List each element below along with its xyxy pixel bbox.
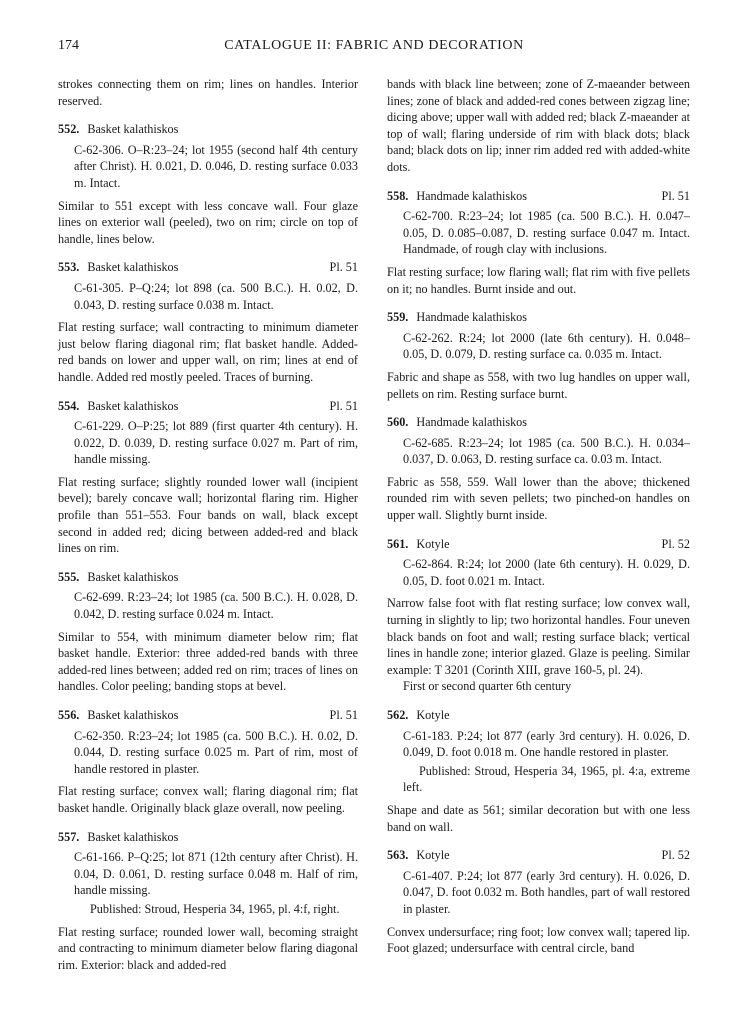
entry-title: Basket kalathiskos — [87, 260, 179, 275]
entry-inventory-data: C-62-306. O–R:23–24; lot 1955 (second half 4th century after Christ). H. 0.021, D. 0.046, D. resting surface 0.033 m. Intact. — [74, 142, 358, 190]
plate-reference: Pl. 51 — [329, 398, 358, 413]
entry-heading — [58, 829, 358, 846]
entry-title: Handmade kalathiskos — [416, 188, 528, 203]
entry-title: Handmade kalathiskos — [416, 310, 528, 325]
entry-description: Flat resting surface; wall contracting to minimum diameter just below flaring diagonal rim; flat basket handle. Added-red bands on lower and upper wall, on rim; lines at end of handle. Added red mostly peeled. Traces of burning. — [58, 320, 358, 384]
entry-inventory-data: C-62-700. R:23–24; lot 1985 (ca. 500 B.C.). H. 0.047–0.05, D. 0.085–0.087, D. resting surface 0.047 m. Intact. Handmade, of rough clay with inclusions. — [403, 209, 690, 257]
entry-description: Narrow false foot with flat resting surface; low convex wall, turning in slightly to lip; two horizontal handles. Four uneven black bands on foot and wall; resting surface black; vertical lines in handle zone; interior glazed. Glaze is peeling. Similar example: T 3201 (Corinth XIII, grave 160-5, pl. 24). — [387, 596, 690, 677]
entry-number: 555. — [58, 569, 80, 584]
entry-description: Similar to 554, with minimum diameter below rim; flat basket handle. Exterior: three added-red bands with three added-red lines between; added red on rim; traces of lines on handles. Color peeling; banding stops at bevel. — [58, 629, 358, 694]
entry-description: Similar to 551 except with less concave wall. Four glaze lines on exterior wall (peeled), two on rim; circle on top of handle, lines below. — [58, 198, 358, 246]
entry-heading — [58, 707, 358, 724]
continuation-text: bands with black line between; zone of Z-maeander between lines; zone of black and added-red cones between zigzag line; dicing above; upper wall with added red; black Z-maeander at top of wall; flaring underside of rim with black dots; black band; black dots on lip; inner rim added red with added-white dots. — [387, 77, 690, 174]
entry-description: Shape and date as 561; similar decoration but with one less band on wall. — [387, 802, 690, 834]
entry-date: First or second quarter 6th century — [403, 679, 572, 694]
entry-description: Flat resting surface; convex wall; flaring diagonal rim; flat basket handle. Originally black glaze overall, now peeling. — [58, 784, 358, 815]
entry-heading — [58, 259, 358, 276]
catalogue-entry — [58, 829, 358, 974]
continuation-text: strokes connecting them on rim; lines on handles. Interior reserved. — [58, 77, 358, 108]
entry-inventory-data: C-62-699. R:23–24; lot 1985 (ca. 500 B.C.). H. 0.028, D. 0.042, D. resting surface 0.024 m. Intact. — [74, 590, 358, 622]
page-header — [58, 38, 690, 60]
catalogue-entry — [387, 309, 690, 402]
entry-number: 559. — [387, 310, 409, 325]
entry-description: Convex undersurface; ring foot; low convex wall; tapered lip. Foot glazed; undersurface with central circle, band — [387, 924, 690, 956]
entry-number: 560. — [387, 415, 409, 430]
entry-inventory-data: C-62-350. R:23–24; lot 1985 (ca. 500 B.C.). H. 0.02, D. 0.044, D. resting surface 0.025 m. Part of rim, most of handle restored in plaster. — [74, 728, 358, 776]
entry-title: Kotyle — [416, 536, 450, 551]
catalogue-entry — [58, 398, 358, 557]
entry-heading — [58, 121, 358, 138]
entry-inventory-data: C-62-685. R:23–24; lot 1985 (ca. 500 B.C.). H. 0.034–0.037, D. 0.063, D. resting surface ca. 0.03 m. Intact. — [403, 435, 690, 467]
entry-heading — [387, 309, 690, 326]
entry-heading — [387, 188, 690, 205]
entry-number: 556. — [58, 708, 80, 722]
entry-inventory-data: C-61-166. P–Q:25; lot 871 (12th century after Christ). H. 0.04, D. 0.061, D. resting surface 0.048 m. Half of rim, handle missing. — [74, 850, 358, 898]
entry-number: 554. — [58, 398, 80, 413]
catalogue-entry — [387, 536, 690, 695]
entry-description: Flat resting surface; rounded lower wall, becoming straight and contracting to minimum diameter below flaring diagonal rim. Exterior: black and added-red — [58, 924, 358, 972]
entry-title: Basket kalathiskos — [87, 708, 179, 722]
entry-title: Handmade kalathiskos — [416, 415, 528, 430]
entry-heading — [387, 847, 690, 864]
entry-title: Basket kalathiskos — [87, 829, 179, 844]
entry-number: 561. — [387, 536, 409, 551]
catalogue-entry — [58, 707, 358, 817]
plate-reference: Pl. 51 — [661, 188, 690, 203]
entry-title: Kotyle — [416, 708, 450, 722]
entry-publication: Published: Stroud, Hesperia 34, 1965, pl. 4:a, extreme left. — [403, 763, 690, 795]
left-column — [58, 76, 358, 973]
entry-heading — [58, 569, 358, 586]
catalogue-entry — [58, 259, 358, 385]
entry-title: Basket kalathiskos — [87, 398, 179, 413]
plate-reference: Pl. 52 — [661, 536, 690, 551]
page-number: 174 — [58, 38, 79, 53]
entry-title: Basket kalathiskos — [87, 122, 179, 137]
entry-inventory-data: C-61-183. P:24; lot 877 (early 3rd century). H. 0.026, D. 0.049, D. foot 0.018 m. One handle restored in plaster. — [403, 728, 690, 760]
catalogue-entry — [58, 569, 358, 695]
entry-description: Fabric as 558, 559. Wall lower than the above; thickened rounded rim with seven pellets; two pinched-on handles on upper wall. Slightly burnt inside. — [387, 474, 690, 523]
entry-description: Flat resting surface; low flaring wall; flat rim with five pellets on it; no handles. Burnt inside and out. — [387, 264, 690, 296]
entry-description: Fabric and shape as 558, with two lug handles on upper wall, pellets on rim. Resting surface burnt. — [387, 369, 690, 401]
entry-title: Basket kalathiskos — [87, 569, 179, 584]
entry-inventory-data: C-61-305. P–Q:24; lot 898 (ca. 500 B.C.). H. 0.02, D. 0.043, D. resting surface 0.038 m. Intact. — [74, 280, 358, 312]
entry-number: 553. — [58, 260, 80, 275]
entry-heading — [387, 414, 690, 431]
catalogue-entry — [387, 414, 690, 524]
catalogue-entry — [387, 847, 690, 957]
catalogue-entry — [387, 707, 690, 835]
plate-reference: Pl. 52 — [661, 848, 690, 863]
entry-inventory-data: C-62-262. R:24; lot 2000 (late 6th century). H. 0.048–0.05, D. 0.079, D. resting surface ca. 0.035 m. Intact. — [403, 330, 690, 362]
entry-heading — [387, 707, 690, 724]
plate-reference: Pl. 51 — [329, 708, 358, 722]
entry-heading — [387, 536, 690, 553]
catalogue-entry — [58, 121, 358, 247]
entry-number: 558. — [387, 188, 409, 203]
entry-publication: Published: Stroud, Hesperia 34, 1965, pl. 4:f, right. — [90, 901, 340, 916]
entry-number: 562. — [387, 708, 409, 722]
plate-reference: Pl. 51 — [329, 260, 358, 275]
entry-number: 552. — [58, 122, 80, 137]
entry-number: 557. — [58, 829, 80, 844]
catalogue-entry — [387, 188, 690, 298]
entry-number: 563. — [387, 848, 409, 863]
entry-title: Kotyle — [416, 848, 450, 863]
entry-description: Flat resting surface; slightly rounded lower wall (incipient bevel); barely concave wall; horizontal flaring rim. Higher profile than 551–553. Four bands on wall, black except second in added red; dicing between added-red and black lines on rim. — [58, 474, 358, 556]
entry-inventory-data: C-62-864. R:24; lot 2000 (late 6th century). H. 0.029, D. 0.05, D. foot 0.021 m. Intact. — [403, 557, 690, 588]
entry-inventory-data: C-61-229. O–P:25; lot 889 (first quarter 4th century). H. 0.022, D. 0.039, D. resting surface 0.027 m. Part of rim, handle missing. — [74, 419, 358, 467]
running-title: CATALOGUE II: FABRIC AND DECORATION — [224, 38, 524, 53]
entry-inventory-data: C-61-407. P:24; lot 877 (early 3rd century). H. 0.026, D. 0.047, D. foot 0.032 m. Both handles, part of wall restored in plaster. — [403, 868, 690, 916]
right-column — [387, 76, 690, 957]
entry-heading — [58, 398, 358, 415]
